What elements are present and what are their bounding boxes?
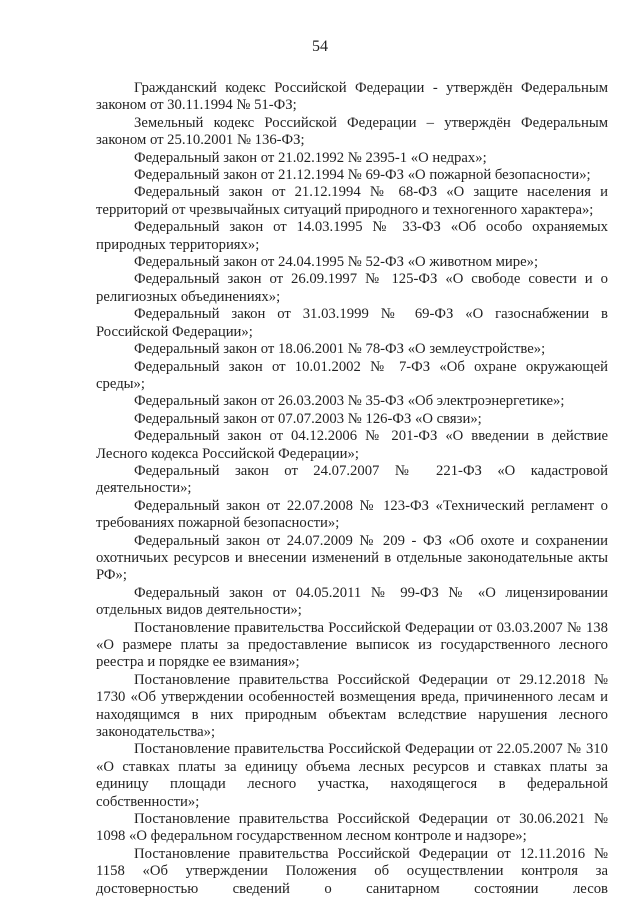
- list-item-land-code: Земельный кодекс Российской Федерации – утверждён Федеральным законом от 25.10.2001 № 136-ФЗ;: [96, 114, 608, 149]
- list-item-law-protected-areas: Федеральный закон от 14.03.1995 № 33-ФЗ «Об особо охраняемых природных территориях»;: [96, 219, 608, 253]
- list-item-law-land-management: Федеральный закон от 18.06.2001 № 78-ФЗ «О землеустройстве»;: [134, 341, 546, 358]
- list-item-law-gas-supply: Федеральный закон от 31.03.1999 № 69-ФЗ «О газоснабжении в Российской Федерации»;: [96, 306, 608, 340]
- list-item-law-subsoil: Федеральный закон от 21.02.1992 № 2395-1 «О недрах»;: [134, 149, 487, 166]
- list-item-resolution-1098: Постановление правительства Российской Федерации от 30.06.2021 № 1098 «О федеральном государственном лесном контроле и надзоре»;: [96, 811, 608, 845]
- list-item-resolution-138: Постановление правительства Российской Федерации от 03.03.2007 № 138 «О размере платы за предоставление выписок из государственного лесного реестра и порядке ее взимания»;: [96, 619, 608, 671]
- list-item-resolution-310: Постановление правительства Российской Федерации от 22.05.2007 № 310 «О ставках платы за единицу объема лесных ресурсов и ставках платы за единицу площади лесного участка, находящегося в федеральной собственности»;: [96, 741, 608, 810]
- list-item-resolution-1730: Постановление правительства Российской Федерации от 29.12.2018 № 1730 «Об утверждении особенностей возмещения вреда, причиненного лесам и находящимся в них природным объектам вследствие нарушения лесного законодательства»;: [96, 671, 608, 741]
- list-item-law-electric-power: Федеральный закон от 26.03.2003 № 35-ФЗ «Об электроэнергетике»;: [134, 393, 565, 410]
- list-item-resolution-1158: Постановление правительства Российской Федерации от 12.11.2016 № 1158 «Об утверждении Положения об осуществлении контроля за достоверностью сведений о санитарном состоянии лесов: [96, 845, 608, 897]
- list-item-law-forest-code-enactment: Федеральный закон от 04.12.2006 № 201-ФЗ «О введении в действие Лесного кодекса Российской Федерации»;: [96, 428, 608, 462]
- list-item-law-freedom-of-conscience: Федеральный закон от 26.09.1997 № 125-ФЗ «О свободе совести и о религиозных объединениях»;: [96, 271, 608, 305]
- list-item-law-licensing: Федеральный закон от 04.05.2011 № 99-ФЗ № «О лицензировании отдельных видов деятельности»;: [96, 584, 608, 619]
- list-item-civil-code: Гражданский кодекс Российской Федерации - утверждён Федеральным законом от 30.11.1994 № 51-ФЗ;: [96, 80, 608, 114]
- list-item-law-animal-world: Федеральный закон от 24.04.1995 № 52-ФЗ «О животном мире»;: [134, 254, 539, 271]
- list-item-law-hunting: Федеральный закон от 24.07.2009 № 209 - ФЗ «Об охоте и сохранении охотничьих ресурсов и внесении изменений в отдельные законодательные акты РФ»;: [96, 532, 608, 584]
- list-item-law-fire-safety-regulation: Федеральный закон от 22.07.2008 № 123-ФЗ «Технический регламент о требованиях пожарной безопасности»;: [96, 497, 608, 532]
- legal-acts-list: [96, 80, 608, 898]
- list-item-law-environment-protection: Федеральный закон от 10.01.2002 № 7-ФЗ «Об охране окружающей среды»;: [96, 358, 608, 392]
- list-item-law-emergency-protection: Федеральный закон от 21.12.1994 № 68-ФЗ «О защите населения и территорий от чрезвычайных ситуаций природного и техногенного характера»;: [96, 184, 608, 218]
- list-item-law-communications: Федеральный закон от 07.07.2003 № 126-ФЗ «О связи»;: [134, 410, 482, 427]
- page-number: 54: [312, 38, 328, 55]
- list-item-law-cadastral-activity: Федеральный закон от 24.07.2007 № 221-ФЗ «О кадастровой деятельности»;: [96, 462, 608, 497]
- list-item-law-fire-safety: Федеральный закон от 21.12.1994 № 69-ФЗ «О пожарной безопасности»;: [134, 167, 591, 184]
